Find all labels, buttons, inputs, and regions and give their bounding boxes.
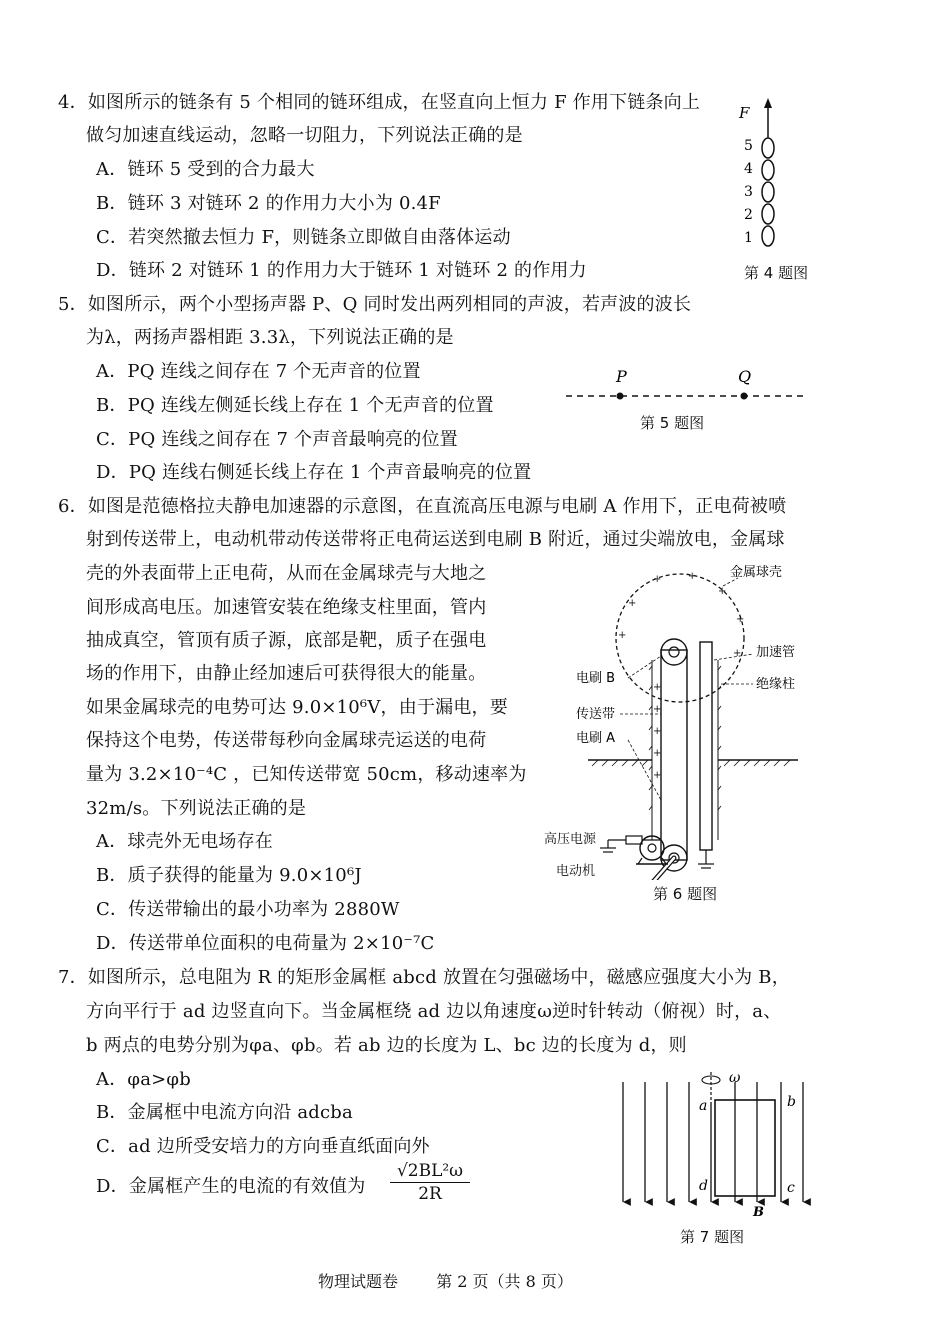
q5-option-d: D．PQ 连线右侧延长线上存在 1 个声音最响亮的位置 <box>96 462 532 483</box>
q6-option-d: D．传送带单位面积的电荷量为 2×10⁻⁷C <box>96 933 435 954</box>
label-insulating-pillar: 绝缘柱 <box>756 677 796 692</box>
footer <box>318 1269 573 1292</box>
q7-magnetic-frame-figure <box>605 1068 830 1218</box>
link-number-2: 2 <box>744 207 753 223</box>
footer-subject: 物理试题卷 <box>318 1272 399 1291</box>
chain-link-1 <box>762 226 774 246</box>
vertex-c-label: c <box>787 1180 795 1196</box>
q6-stem-line3: 壳的外表面带上正电荷，从而在金属球壳与大地之 <box>86 563 487 584</box>
q7-stem-line2: 方向平行于 ad 边竖直向下。当金属框绕 ad 边以角速度ω逆时针转动（俯视）时，a、 <box>86 1001 782 1022</box>
chain-link-4 <box>762 160 774 180</box>
link-number-5: 5 <box>744 138 753 154</box>
speaker-q-dot <box>741 393 748 400</box>
force-arrow-icon <box>764 98 772 108</box>
q7-option-d: D．金属框产生的电流的有效值为 <box>96 1176 366 1197</box>
svg-text:+: + <box>653 770 662 781</box>
q6-option-a: A．球壳外无电场存在 <box>96 831 273 852</box>
vertex-a-label: a <box>699 1098 708 1114</box>
q7-option-c: C．ad 边所受安培力的方向垂直纸面向外 <box>96 1136 430 1157</box>
q5-stem-line1: 5．如图所示，两个小型扬声器 P、Q 同时发出两列相同的声波，若声波的波长 <box>58 294 692 315</box>
q6-stem-line6: 场的作用下，由静止经加速后可获得很大的能量。 <box>86 663 487 684</box>
top-pulley <box>661 639 687 665</box>
vertex-d-label: d <box>699 1178 708 1194</box>
label-metal-shell: 金属球壳 <box>730 565 783 580</box>
svg-text:+: + <box>653 682 662 693</box>
q5-speaker-figure <box>562 364 812 408</box>
q6-stem-line1: 6．如图是范德格拉夫静电加速器的示意图，在直流高压电源与电刷 A 作用下，正电荷被喷 <box>58 496 787 517</box>
footer-page-number: 第 2 页（共 8 页） <box>436 1272 573 1291</box>
speaker-p-label: P <box>616 367 627 386</box>
q4-option-a: A．链环 5 受到的合力最大 <box>96 159 315 180</box>
conveyor-belt <box>661 650 687 860</box>
svg-text:+: + <box>688 571 697 582</box>
svg-text:+: + <box>733 648 742 659</box>
svg-text:+: + <box>628 598 637 609</box>
chain-link-5 <box>762 138 774 158</box>
q6-stem-line8: 保持这个电势，传送带每秒向金属球壳运送的电荷 <box>86 730 487 751</box>
label-conveyor-belt: 传送带 <box>576 707 616 722</box>
q5-option-c: C．PQ 连线之间存在 7 个声音最响亮的位置 <box>96 429 458 450</box>
field-b-label: B <box>753 1205 764 1218</box>
speaker-q-label: Q <box>738 367 752 386</box>
accelerator-tube <box>700 642 712 850</box>
q6-option-c: C．传送带输出的最小功率为 2880W <box>96 899 400 920</box>
q4-chain-figure <box>730 96 790 256</box>
q6-stem-line9: 量为 3.2×10⁻⁴C ，已知传送带宽 50cm，移动速率为 <box>86 764 527 785</box>
label-motor: 电动机 <box>556 864 596 879</box>
force-label: F <box>739 104 750 122</box>
q6-stem-line2: 射到传送带上，电动机带动传送带将正电荷运送到电刷 B 附近，通过尖端放电，金属球 <box>86 529 785 550</box>
q5-option-b: B．PQ 连线左侧延长线上存在 1 个无声音的位置 <box>96 395 494 416</box>
q6-option-b: B．质子获得的能量为 9.0×10⁶J <box>96 865 362 886</box>
label-brush-b: 电刷 B <box>576 671 616 686</box>
svg-text:+: + <box>653 726 662 737</box>
q7-option-d-fraction <box>390 1160 470 1205</box>
q4-figure-caption: 第 4 题图 <box>744 264 809 282</box>
q7-figure-caption: 第 7 题图 <box>680 1228 745 1246</box>
q7-option-b: B．金属框中电流方向沿 adcba <box>96 1102 353 1123</box>
q7-stem-line1: 7．如图所示，总电阻为 R 的矩形金属框 abcd 放置在匀强磁场中，磁感应强度大小为 B， <box>58 967 790 988</box>
svg-text:+: + <box>618 630 627 641</box>
label-brush-a: 电刷 A <box>576 731 616 746</box>
link-number-1: 1 <box>744 230 753 246</box>
q4-option-b: B．链环 3 对链环 2 的作用力大小为 0.4F <box>96 193 441 214</box>
chain-link-2 <box>762 204 774 224</box>
q5-stem-line2: 为λ，两扬声器相距 3.3λ，下列说法正确的是 <box>86 327 454 348</box>
fraction-numerator: √2BL²ω <box>390 1160 470 1183</box>
q6-stem-line10: 32m/s。下列说法正确的是 <box>86 798 307 819</box>
q7-option-a: A．φa>φb <box>96 1069 191 1090</box>
speaker-p-dot <box>617 393 624 400</box>
q4-option-d: D．链环 2 对链环 1 的作用力大于链环 1 对链环 2 的作用力 <box>96 260 587 281</box>
fraction-denominator: 2R <box>418 1184 442 1204</box>
q7-stem-line3: b 两点的电势分别为φa、φb。若 ab 边的长度为 L、bc 边的长度为 d，则 <box>86 1035 687 1056</box>
omega-label: ω <box>729 1070 741 1086</box>
q4-option-c: C．若突然撤去恒力 F，则链条立即做自由落体运动 <box>96 227 511 248</box>
q4-stem-line2: 做匀加速直线运动，忽略一切阻力，下列说法正确的是 <box>86 125 523 146</box>
vertex-b-label: b <box>787 1094 796 1110</box>
svg-text:+: + <box>653 574 662 585</box>
q6-stem-line4: 间形成高电压。加速管安装在绝缘支柱里面，管内 <box>86 597 487 618</box>
svg-text:+: + <box>653 704 662 715</box>
q5-figure-caption: 第 5 题图 <box>640 414 705 432</box>
q6-figure-caption: 第 6 题图 <box>653 885 718 903</box>
svg-text:+: + <box>736 614 745 625</box>
q4-stem-line1: 4．如图所示的链条有 5 个相同的链环组成，在竖直向上恒力 F 作用下链条向上 <box>58 92 701 113</box>
label-hv-source: 高压电源 <box>544 832 597 847</box>
svg-text:+: + <box>718 586 727 597</box>
link-number-4: 4 <box>744 161 753 177</box>
q5-option-a: A．PQ 连线之间存在 7 个无声音的位置 <box>96 361 421 382</box>
link-number-3: 3 <box>744 184 753 200</box>
motor-icon <box>620 830 680 870</box>
chain-link-3 <box>762 182 774 202</box>
label-accelerator-tube: 加速管 <box>756 645 796 660</box>
svg-text:+: + <box>653 748 662 759</box>
q6-stem-line7: 如果金属球壳的电势可达 9.0×10⁶V，由于漏电，要 <box>86 697 508 718</box>
q6-stem-line5: 抽成真空，管顶有质子源，底部是靶，质子在强电 <box>86 630 487 651</box>
metal-frame-abcd <box>715 1100 775 1196</box>
magnetic-field-lines <box>623 1082 803 1202</box>
